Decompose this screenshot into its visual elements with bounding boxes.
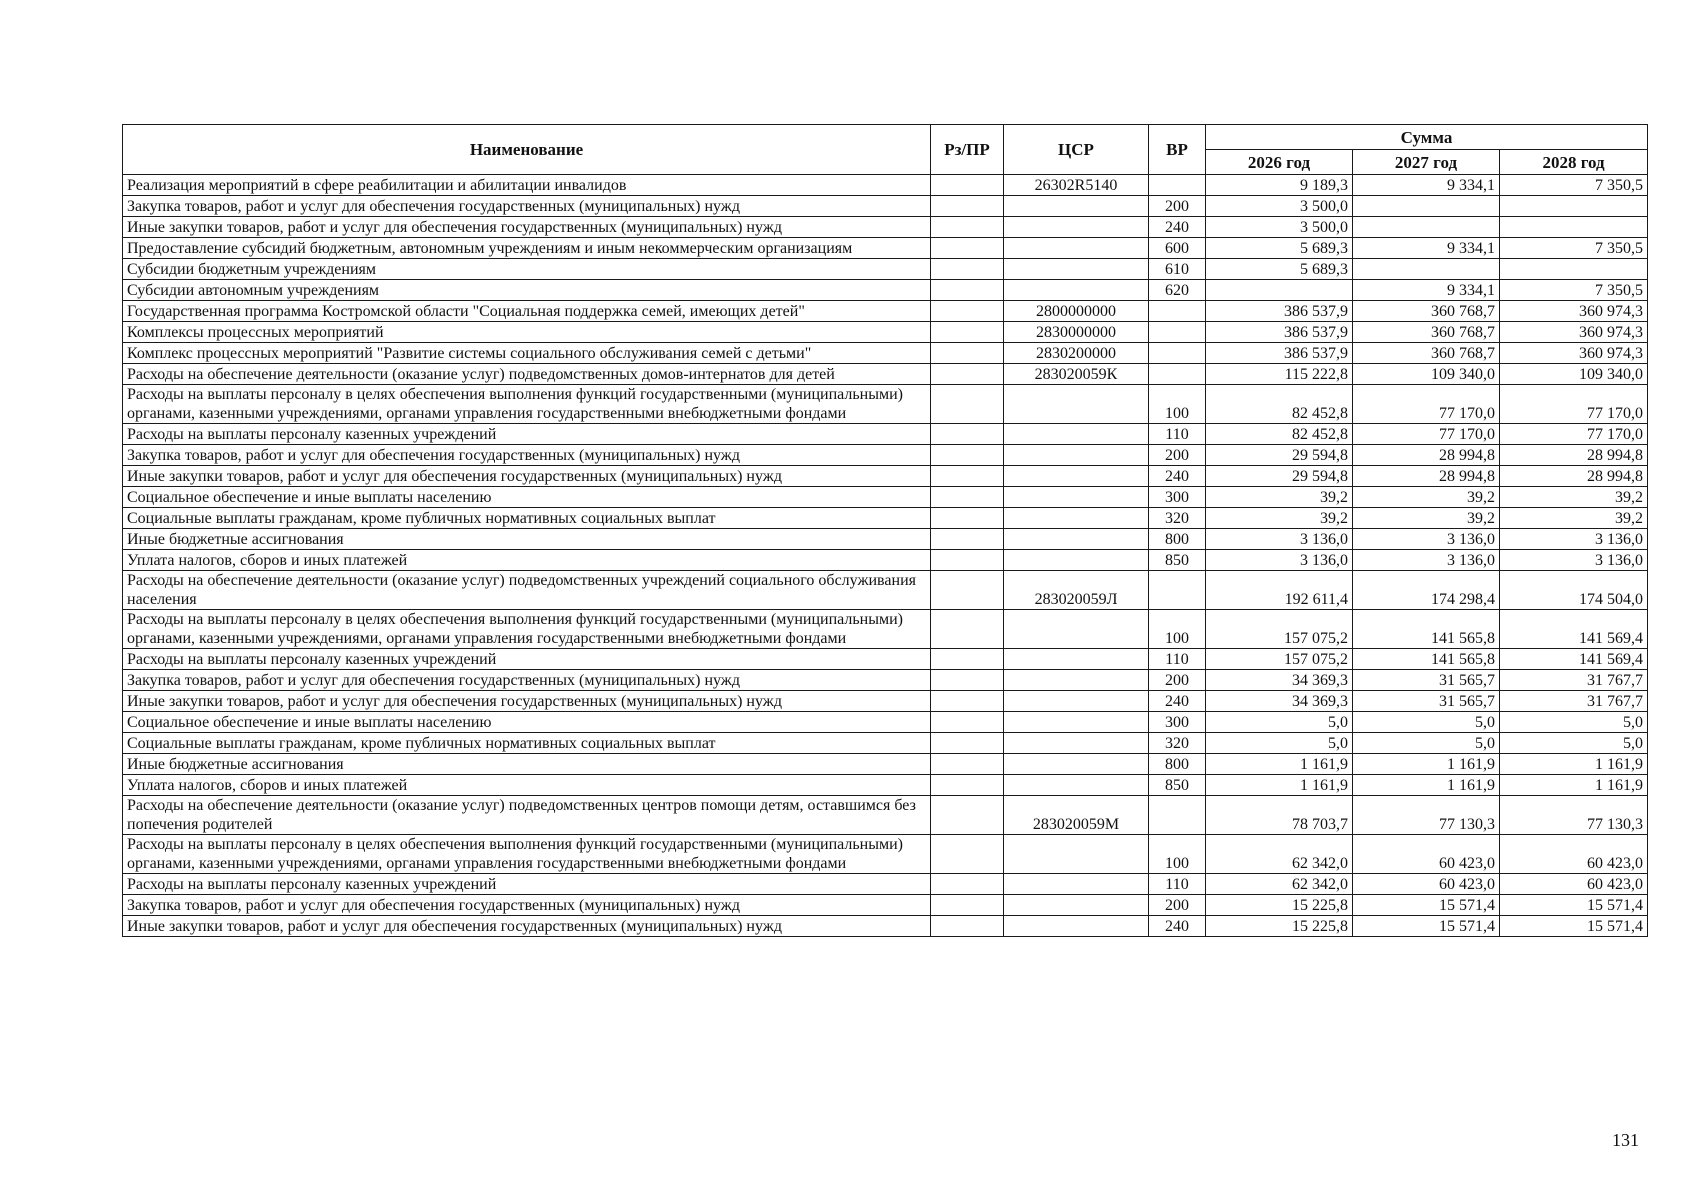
cell-vr: 200 [1149, 445, 1206, 466]
table-row [123, 385, 1648, 424]
cell-name: Уплата налогов, сборов и иных платежей [123, 550, 931, 571]
cell-2028: 39,2 [1500, 487, 1648, 508]
cell-2028: 3 136,0 [1500, 529, 1648, 550]
table-row [123, 343, 1648, 364]
table-row [123, 217, 1648, 238]
cell-2026: 29 594,8 [1206, 445, 1353, 466]
cell-2027: 77 170,0 [1353, 424, 1500, 445]
cell-csr [1004, 649, 1149, 670]
cell-2026: 3 500,0 [1206, 196, 1353, 217]
cell-csr: 2800000000 [1004, 301, 1149, 322]
cell-vr: 240 [1149, 217, 1206, 238]
cell-2027: 360 768,7 [1353, 301, 1500, 322]
header-sum: Сумма [1206, 125, 1648, 150]
cell-name: Социальное обеспечение и иные выплаты населению [123, 712, 931, 733]
cell-2026: 78 703,7 [1206, 796, 1353, 835]
cell-rzpr [931, 322, 1004, 343]
cell-2027 [1353, 217, 1500, 238]
cell-2028: 1 161,9 [1500, 775, 1648, 796]
cell-2027: 1 161,9 [1353, 754, 1500, 775]
table-row [123, 445, 1648, 466]
cell-csr [1004, 835, 1149, 874]
cell-2027: 31 565,7 [1353, 691, 1500, 712]
cell-2028 [1500, 217, 1648, 238]
cell-2027: 77 130,3 [1353, 796, 1500, 835]
cell-2028: 141 569,4 [1500, 649, 1648, 670]
header-rzpr: Рз/ПР [931, 125, 1004, 175]
table-row [123, 691, 1648, 712]
cell-2027: 141 565,8 [1353, 649, 1500, 670]
cell-2028: 60 423,0 [1500, 835, 1648, 874]
cell-2027: 15 571,4 [1353, 916, 1500, 937]
cell-name: Субсидии бюджетным учреждениям [123, 259, 931, 280]
cell-csr [1004, 916, 1149, 937]
cell-vr [1149, 322, 1206, 343]
cell-2028: 360 974,3 [1500, 322, 1648, 343]
cell-rzpr [931, 196, 1004, 217]
cell-vr: 610 [1149, 259, 1206, 280]
cell-2026: 1 161,9 [1206, 754, 1353, 775]
cell-name: Социальное обеспечение и иные выплаты населению [123, 487, 931, 508]
table-row [123, 529, 1648, 550]
cell-rzpr [931, 835, 1004, 874]
cell-rzpr [931, 571, 1004, 610]
table-row [123, 775, 1648, 796]
table-row [123, 550, 1648, 571]
cell-name: Расходы на выплаты персоналу казенных учреждений [123, 649, 931, 670]
cell-rzpr [931, 364, 1004, 385]
cell-2027: 60 423,0 [1353, 874, 1500, 895]
table-row [123, 196, 1648, 217]
cell-rzpr [931, 487, 1004, 508]
cell-vr: 110 [1149, 874, 1206, 895]
cell-2028: 5,0 [1500, 712, 1648, 733]
cell-name: Закупка товаров, работ и услуг для обеспечения государственных (муниципальных) нужд [123, 445, 931, 466]
cell-2028: 360 974,3 [1500, 343, 1648, 364]
table-row [123, 508, 1648, 529]
cell-csr [1004, 529, 1149, 550]
cell-name: Комплексы процессных мероприятий [123, 322, 931, 343]
cell-rzpr [931, 550, 1004, 571]
cell-name: Иные закупки товаров, работ и услуг для обеспечения государственных (муниципальных) нужд [123, 217, 931, 238]
cell-2026: 157 075,2 [1206, 649, 1353, 670]
cell-2027: 1 161,9 [1353, 775, 1500, 796]
cell-2027: 15 571,4 [1353, 895, 1500, 916]
cell-2027: 77 170,0 [1353, 385, 1500, 424]
cell-csr [1004, 550, 1149, 571]
table-row [123, 280, 1648, 301]
cell-rzpr [931, 280, 1004, 301]
table-row [123, 874, 1648, 895]
cell-csr [1004, 259, 1149, 280]
cell-vr: 620 [1149, 280, 1206, 301]
cell-2028 [1500, 196, 1648, 217]
table-row [123, 835, 1648, 874]
cell-name: Закупка товаров, работ и услуг для обеспечения государственных (муниципальных) нужд [123, 895, 931, 916]
cell-2028: 7 350,5 [1500, 280, 1648, 301]
cell-name: Реализация мероприятий в сфере реабилитации и абилитации инвалидов [123, 175, 931, 196]
header-year-2026: 2026 год [1206, 150, 1353, 175]
cell-csr [1004, 238, 1149, 259]
cell-2026: 5 689,3 [1206, 238, 1353, 259]
cell-2027: 39,2 [1353, 487, 1500, 508]
cell-rzpr [931, 895, 1004, 916]
cell-name: Расходы на выплаты персоналу казенных учреждений [123, 874, 931, 895]
cell-2027: 9 334,1 [1353, 238, 1500, 259]
table-row [123, 424, 1648, 445]
cell-2026: 82 452,8 [1206, 424, 1353, 445]
cell-vr: 200 [1149, 895, 1206, 916]
table-row [123, 796, 1648, 835]
cell-2027: 28 994,8 [1353, 445, 1500, 466]
cell-2028: 15 571,4 [1500, 916, 1648, 937]
cell-csr [1004, 670, 1149, 691]
cell-2027 [1353, 196, 1500, 217]
cell-2026: 62 342,0 [1206, 835, 1353, 874]
cell-name: Социальные выплаты гражданам, кроме публичных нормативных социальных выплат [123, 733, 931, 754]
table-row [123, 670, 1648, 691]
cell-vr: 200 [1149, 196, 1206, 217]
cell-rzpr [931, 733, 1004, 754]
cell-rzpr [931, 445, 1004, 466]
cell-2027: 141 565,8 [1353, 610, 1500, 649]
cell-2027: 31 565,7 [1353, 670, 1500, 691]
cell-2026: 3 136,0 [1206, 550, 1353, 571]
cell-name: Расходы на выплаты персоналу казенных учреждений [123, 424, 931, 445]
cell-name: Иные бюджетные ассигнования [123, 529, 931, 550]
header-vr: ВР [1149, 125, 1206, 175]
table-row [123, 175, 1648, 196]
table-row [123, 895, 1648, 916]
cell-name: Уплата налогов, сборов и иных платежей [123, 775, 931, 796]
cell-2026: 386 537,9 [1206, 301, 1353, 322]
table-row [123, 754, 1648, 775]
cell-2026: 5,0 [1206, 733, 1353, 754]
cell-csr [1004, 733, 1149, 754]
cell-vr: 240 [1149, 916, 1206, 937]
cell-2026: 82 452,8 [1206, 385, 1353, 424]
cell-csr [1004, 445, 1149, 466]
cell-rzpr [931, 796, 1004, 835]
cell-rzpr [931, 712, 1004, 733]
cell-2026: 9 189,3 [1206, 175, 1353, 196]
cell-2027: 360 768,7 [1353, 322, 1500, 343]
cell-2027: 28 994,8 [1353, 466, 1500, 487]
cell-csr [1004, 385, 1149, 424]
cell-csr [1004, 424, 1149, 445]
cell-csr [1004, 280, 1149, 301]
cell-2027: 3 136,0 [1353, 529, 1500, 550]
cell-2028: 15 571,4 [1500, 895, 1648, 916]
cell-rzpr [931, 775, 1004, 796]
cell-csr [1004, 895, 1149, 916]
cell-rzpr [931, 424, 1004, 445]
cell-2028: 28 994,8 [1500, 466, 1648, 487]
table-row [123, 916, 1648, 937]
header-year-2027: 2027 год [1353, 150, 1500, 175]
cell-name: Расходы на выплаты персоналу в целях обеспечения выполнения функций государственными (муниципальными) органами, казенными учреждениями, органами управления государственными внебюджетными фондами [123, 610, 931, 649]
cell-2026: 3 136,0 [1206, 529, 1353, 550]
table-header [123, 125, 1648, 175]
cell-2026: 39,2 [1206, 508, 1353, 529]
header-name: Наименование [123, 125, 931, 175]
cell-name: Закупка товаров, работ и услуг для обеспечения государственных (муниципальных) нужд [123, 196, 931, 217]
cell-2027: 9 334,1 [1353, 175, 1500, 196]
cell-rzpr [931, 508, 1004, 529]
cell-vr: 300 [1149, 487, 1206, 508]
cell-name: Субсидии автономным учреждениям [123, 280, 931, 301]
cell-2027: 60 423,0 [1353, 835, 1500, 874]
cell-vr: 200 [1149, 670, 1206, 691]
cell-vr [1149, 301, 1206, 322]
cell-name: Иные закупки товаров, работ и услуг для обеспечения государственных (муниципальных) нужд [123, 916, 931, 937]
cell-2026: 39,2 [1206, 487, 1353, 508]
cell-vr: 110 [1149, 424, 1206, 445]
cell-name: Расходы на выплаты персоналу в целях обеспечения выполнения функций государственными (муниципальными) органами, казенными учреждениями, органами управления государственными внебюджетными фондами [123, 835, 931, 874]
cell-csr [1004, 712, 1149, 733]
cell-2027 [1353, 259, 1500, 280]
cell-vr: 800 [1149, 754, 1206, 775]
cell-2026: 192 611,4 [1206, 571, 1353, 610]
cell-vr: 800 [1149, 529, 1206, 550]
cell-vr: 110 [1149, 649, 1206, 670]
cell-2028: 5,0 [1500, 733, 1648, 754]
cell-name: Расходы на обеспечение деятельности (оказание услуг) подведомственных учреждений социального обслуживания населения [123, 571, 931, 610]
cell-vr: 300 [1149, 712, 1206, 733]
cell-name: Государственная программа Костромской области "Социальная поддержка семей, имеющих детей" [123, 301, 931, 322]
table-row [123, 487, 1648, 508]
cell-2026: 34 369,3 [1206, 691, 1353, 712]
cell-vr: 240 [1149, 466, 1206, 487]
cell-2028: 77 170,0 [1500, 385, 1648, 424]
cell-rzpr [931, 610, 1004, 649]
cell-2028: 141 569,4 [1500, 610, 1648, 649]
cell-vr: 100 [1149, 835, 1206, 874]
cell-rzpr [931, 874, 1004, 895]
cell-name: Иные закупки товаров, работ и услуг для обеспечения государственных (муниципальных) нужд [123, 466, 931, 487]
cell-rzpr [931, 529, 1004, 550]
table-row [123, 649, 1648, 670]
cell-rzpr [931, 670, 1004, 691]
cell-2026: 157 075,2 [1206, 610, 1353, 649]
cell-2028: 31 767,7 [1500, 670, 1648, 691]
table-row [123, 259, 1648, 280]
cell-rzpr [931, 175, 1004, 196]
table-row [123, 301, 1648, 322]
cell-2027: 109 340,0 [1353, 364, 1500, 385]
cell-vr [1149, 343, 1206, 364]
cell-2027: 3 136,0 [1353, 550, 1500, 571]
cell-csr [1004, 874, 1149, 895]
cell-csr [1004, 508, 1149, 529]
cell-rzpr [931, 259, 1004, 280]
cell-2027: 5,0 [1353, 733, 1500, 754]
cell-2028: 77 130,3 [1500, 796, 1648, 835]
cell-name: Предоставление субсидий бюджетным, автономным учреждениям и иным некоммерческим организациям [123, 238, 931, 259]
cell-name: Расходы на выплаты персоналу в целях обеспечения выполнения функций государственными (муниципальными) органами, казенными учреждениями, органами управления государственными внебюджетными фондами [123, 385, 931, 424]
cell-csr [1004, 196, 1149, 217]
cell-2028: 28 994,8 [1500, 445, 1648, 466]
cell-csr: 283020059К [1004, 364, 1149, 385]
page-number: 131 [1612, 1130, 1639, 1150]
cell-2028: 109 340,0 [1500, 364, 1648, 385]
cell-csr: 26302R5140 [1004, 175, 1149, 196]
table-row [123, 571, 1648, 610]
cell-2026: 115 222,8 [1206, 364, 1353, 385]
cell-vr [1149, 364, 1206, 385]
cell-csr [1004, 691, 1149, 712]
cell-name: Расходы на обеспечение деятельности (оказание услуг) подведомственных домов-интернатов для детей [123, 364, 931, 385]
cell-2028: 31 767,7 [1500, 691, 1648, 712]
cell-csr: 2830200000 [1004, 343, 1149, 364]
cell-2028: 39,2 [1500, 508, 1648, 529]
cell-name: Комплекс процессных мероприятий "Развитие системы социального обслуживания семей с детьми" [123, 343, 931, 364]
cell-2026: 1 161,9 [1206, 775, 1353, 796]
cell-vr [1149, 796, 1206, 835]
cell-csr [1004, 775, 1149, 796]
cell-csr: 283020059М [1004, 796, 1149, 835]
cell-vr: 100 [1149, 385, 1206, 424]
cell-csr [1004, 754, 1149, 775]
cell-2026: 386 537,9 [1206, 343, 1353, 364]
table-row [123, 733, 1648, 754]
table-row [123, 712, 1648, 733]
cell-name: Расходы на обеспечение деятельности (оказание услуг) подведомственных центров помощи детям, оставшимся без попечения родителей [123, 796, 931, 835]
table-body [123, 175, 1648, 937]
cell-csr: 283020059Л [1004, 571, 1149, 610]
cell-2027: 9 334,1 [1353, 280, 1500, 301]
cell-rzpr [931, 754, 1004, 775]
cell-csr [1004, 610, 1149, 649]
cell-vr: 850 [1149, 775, 1206, 796]
cell-2028: 7 350,5 [1500, 238, 1648, 259]
cell-2026: 386 537,9 [1206, 322, 1353, 343]
cell-rzpr [931, 238, 1004, 259]
cell-2026: 62 342,0 [1206, 874, 1353, 895]
budget-table [122, 124, 1648, 937]
cell-rzpr [931, 466, 1004, 487]
cell-2026: 34 369,3 [1206, 670, 1353, 691]
cell-2026: 29 594,8 [1206, 466, 1353, 487]
cell-2028: 360 974,3 [1500, 301, 1648, 322]
cell-rzpr [931, 691, 1004, 712]
cell-vr: 600 [1149, 238, 1206, 259]
cell-2028: 1 161,9 [1500, 754, 1648, 775]
cell-name: Закупка товаров, работ и услуг для обеспечения государственных (муниципальных) нужд [123, 670, 931, 691]
cell-2026: 15 225,8 [1206, 895, 1353, 916]
cell-vr: 320 [1149, 508, 1206, 529]
cell-2028: 77 170,0 [1500, 424, 1648, 445]
cell-vr: 850 [1149, 550, 1206, 571]
header-csr: ЦСР [1004, 125, 1149, 175]
header-year-2028: 2028 год [1500, 150, 1648, 175]
cell-vr: 240 [1149, 691, 1206, 712]
cell-rzpr [931, 649, 1004, 670]
cell-2028: 3 136,0 [1500, 550, 1648, 571]
cell-vr [1149, 175, 1206, 196]
cell-vr [1149, 571, 1206, 610]
cell-2028: 7 350,5 [1500, 175, 1648, 196]
table-row [123, 238, 1648, 259]
cell-rzpr [931, 217, 1004, 238]
cell-2028: 60 423,0 [1500, 874, 1648, 895]
table-row [123, 364, 1648, 385]
cell-rzpr [931, 916, 1004, 937]
cell-csr [1004, 466, 1149, 487]
cell-2027: 174 298,4 [1353, 571, 1500, 610]
cell-2027: 39,2 [1353, 508, 1500, 529]
cell-2027: 5,0 [1353, 712, 1500, 733]
cell-csr [1004, 217, 1149, 238]
table-row [123, 466, 1648, 487]
cell-name: Иные закупки товаров, работ и услуг для обеспечения государственных (муниципальных) нужд [123, 691, 931, 712]
cell-2028: 174 504,0 [1500, 571, 1648, 610]
cell-vr: 320 [1149, 733, 1206, 754]
cell-2028 [1500, 259, 1648, 280]
cell-csr: 2830000000 [1004, 322, 1149, 343]
cell-name: Социальные выплаты гражданам, кроме публичных нормативных социальных выплат [123, 508, 931, 529]
table-row [123, 610, 1648, 649]
cell-csr [1004, 487, 1149, 508]
cell-rzpr [931, 343, 1004, 364]
table-row [123, 322, 1648, 343]
cell-2026: 5,0 [1206, 712, 1353, 733]
cell-rzpr [931, 301, 1004, 322]
cell-2026: 3 500,0 [1206, 217, 1353, 238]
cell-name: Иные бюджетные ассигнования [123, 754, 931, 775]
cell-2027: 360 768,7 [1353, 343, 1500, 364]
cell-2026: 15 225,8 [1206, 916, 1353, 937]
cell-2026: 5 689,3 [1206, 259, 1353, 280]
cell-rzpr [931, 385, 1004, 424]
cell-2026 [1206, 280, 1353, 301]
cell-vr: 100 [1149, 610, 1206, 649]
